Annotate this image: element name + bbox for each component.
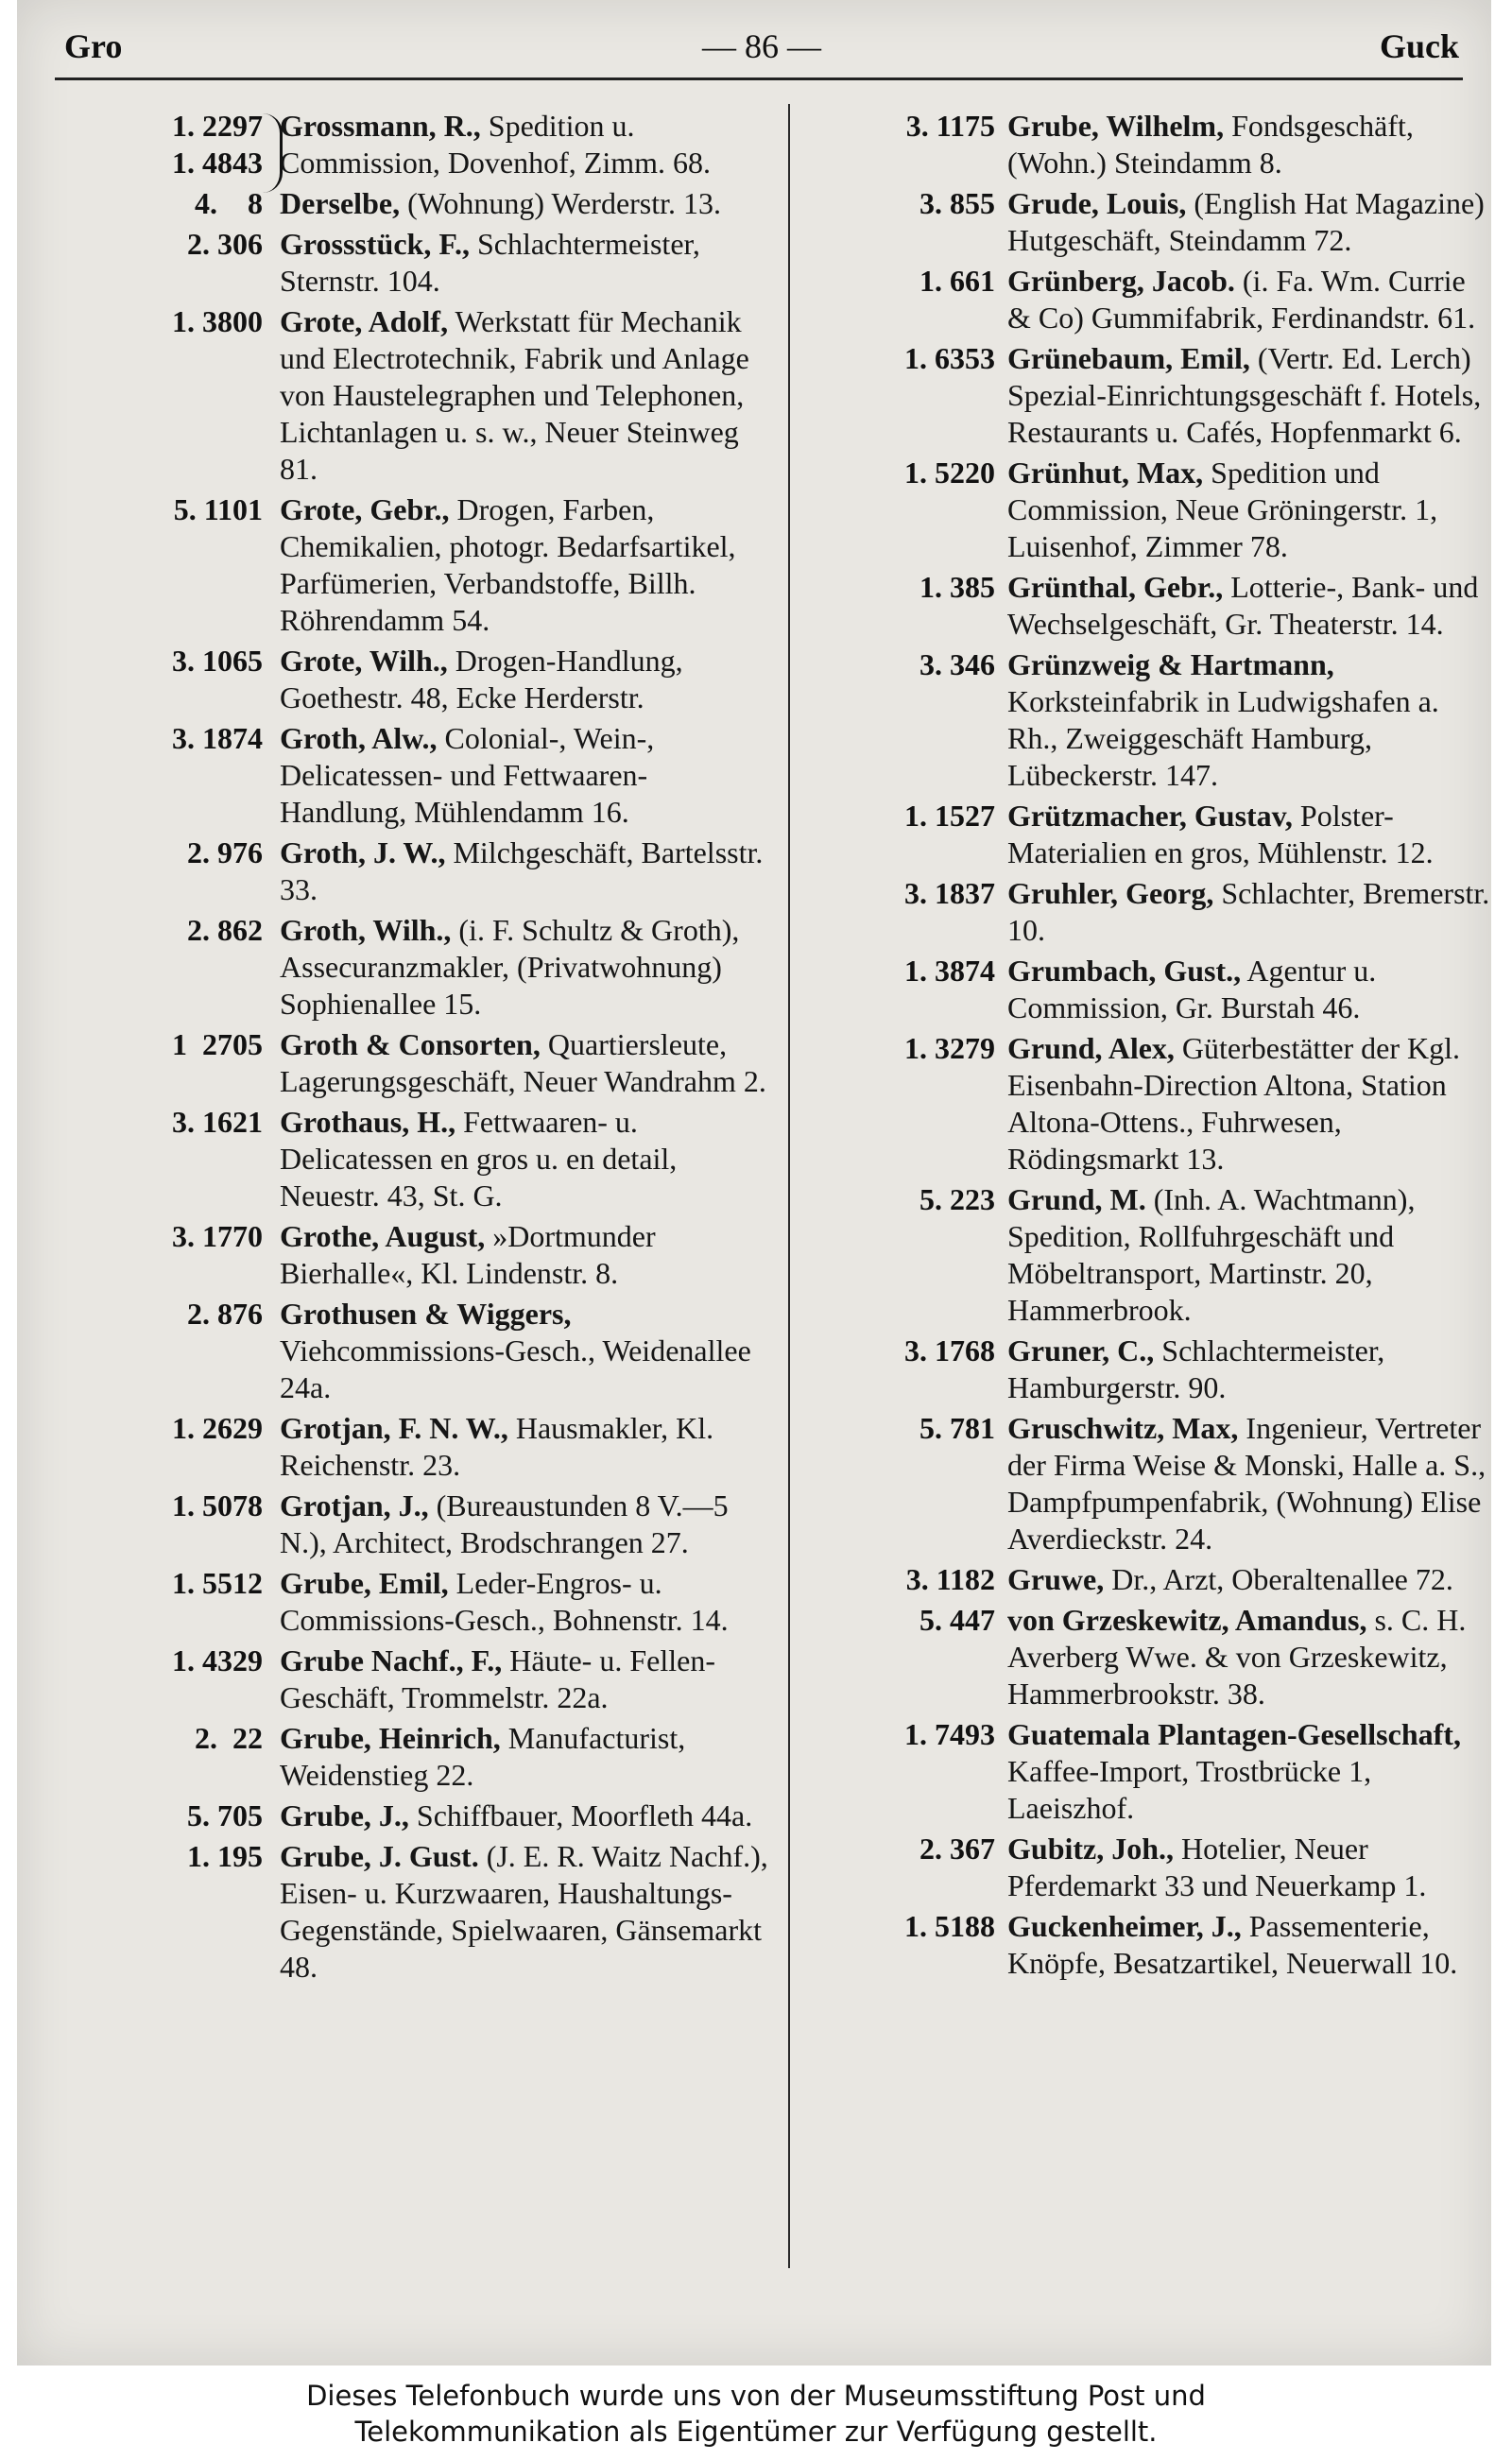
entry-description: Güterbestätter der Kgl. Eisenbahn-Direction Altona, Station Altona-Ottens., Fuhrwesen, Rödingsmarkt 13.	[1007, 1031, 1461, 1176]
phone-number: 1. 5220	[904, 456, 995, 490]
directory-entry	[820, 1410, 1491, 1557]
phone-number: 1. 5078	[172, 1488, 263, 1522]
phone-number: 1. 2629	[172, 1411, 263, 1445]
directory-entry	[820, 798, 1491, 871]
entry-description: Milchgeschäft, Bartelsstr. 33.	[280, 835, 764, 906]
phone-number: 2. 862	[187, 913, 263, 947]
phone-number: 3. 1768	[904, 1333, 995, 1368]
phone-number: 1. 3874	[904, 954, 995, 988]
entry-text	[280, 643, 773, 716]
entry-description: Spedition und Commission, Neue Gröningerstr. 1, Luisenhof, Zimmer 78.	[1007, 456, 1438, 563]
phone-number: 1. 3279	[904, 1031, 995, 1065]
entry-text	[280, 834, 773, 908]
entry-text	[280, 720, 773, 831]
phone-number: 5. 705	[187, 1798, 263, 1832]
entry-text	[1007, 569, 1491, 643]
directory-entry	[820, 1333, 1491, 1406]
directory-entry	[820, 875, 1491, 949]
entry-name: Grube, Heinrich,	[280, 1721, 501, 1755]
entry-name: Grotjan, F. N. W.,	[280, 1411, 508, 1445]
phone-number: 1. 195	[187, 1839, 263, 1873]
directory-entry	[74, 912, 773, 1023]
entry-description: Leder-Engros- u. Commissions-Gesch., Bohnenstr. 14.	[280, 1566, 729, 1637]
directory-entry	[820, 1716, 1491, 1827]
directory-entry	[74, 1218, 773, 1292]
phone-number: 5. 447	[919, 1603, 995, 1637]
page-number: — 86 —	[702, 27, 821, 65]
entry-description: Viehcommissions-Gesch., Weidenallee 24a.	[280, 1333, 751, 1404]
entry-text	[280, 108, 773, 181]
entry-text	[280, 1565, 773, 1639]
phone-number: 5. 223	[919, 1182, 995, 1216]
left-column	[74, 108, 773, 1989]
phone-number: 2. 306	[187, 227, 263, 261]
phone-number: 1. 6353	[904, 341, 995, 375]
header-left-keyword: Gro	[64, 27, 123, 65]
entry-text	[1007, 1181, 1491, 1329]
entry-name: Grote, Adolf,	[280, 304, 449, 338]
directory-entry	[74, 1104, 773, 1214]
directory-entry	[820, 1602, 1491, 1712]
directory-entry	[74, 1643, 773, 1716]
footer-line-1: Dieses Telefonbuch wurde uns von der Museumsstiftung Post und	[306, 2380, 1206, 2412]
entry-text	[1007, 455, 1491, 565]
entry-description: (i. F. Schultz & Groth), Assecuranzmakler, (Privatwohnung) Sophienallee 15.	[280, 913, 740, 1021]
entry-name: Grund, M.	[1007, 1182, 1146, 1216]
entry-description: (J. E. R. Waitz Nachf.), Eisen- u. Kurzwaaren, Haushaltungs-Gegenstände, Spielwaaren, Gänsemarkt 48.	[280, 1839, 768, 1984]
entry-description: Häute- u. Fellen-Geschäft, Trommelstr. 22a.	[280, 1643, 715, 1714]
directory-entry	[74, 1296, 773, 1406]
footer-line-2: Telekommunikation als Eigentümer zur Verfügung gestellt.	[354, 2416, 1158, 2448]
entry-text	[280, 1104, 773, 1214]
right-column	[820, 108, 1491, 1986]
phone-number: 1. 3800	[172, 304, 263, 338]
entry-text	[1007, 340, 1491, 451]
directory-entry	[74, 185, 773, 222]
entry-name: Groth, Alw.,	[280, 721, 438, 755]
directory-page	[17, 0, 1491, 2365]
phone-number: 5. 781	[919, 1411, 995, 1445]
directory-entry	[820, 1831, 1491, 1904]
directory-entry	[820, 1561, 1491, 1598]
entry-text	[1007, 1561, 1491, 1598]
phone-number: 3. 1065	[172, 644, 263, 678]
phone-number: 3. 1182	[905, 1562, 995, 1596]
entry-name: Grünebaum, Emil,	[1007, 341, 1250, 375]
entry-name: Grünhut, Max,	[1007, 456, 1204, 490]
entry-name: Gruschwitz, Max,	[1007, 1411, 1239, 1445]
entry-description: Hausmakler, Kl. Reichenstr. 23.	[280, 1411, 714, 1482]
directory-entry	[74, 1488, 773, 1561]
directory-entry	[820, 340, 1491, 451]
phone-number: 3. 346	[919, 647, 995, 681]
entry-text	[280, 1488, 773, 1561]
entry-name: Grünberg, Jacob.	[1007, 264, 1235, 298]
directory-entry	[820, 953, 1491, 1026]
entry-description: Schlachtermeister, Hamburgerstr. 90.	[1007, 1333, 1385, 1404]
entry-description: »Dortmunder Bierhalle«, Kl. Lindenstr. 8.	[280, 1219, 656, 1290]
entry-description: Kaffee-Import, Trostbrücke 1, Laeiszhof.	[1007, 1754, 1372, 1825]
entry-text	[1007, 1908, 1491, 1982]
entry-name: Grund, Alex,	[1007, 1031, 1175, 1065]
entry-text	[280, 303, 773, 488]
entry-description: Agentur u. Commission, Gr. Burstah 46.	[1007, 954, 1377, 1024]
entry-description: (Vertr. Ed. Lerch) Spezial-Einrichtungsgeschäft f. Hotels, Restaurants u. Cafés, Hopfenmarkt 6.	[1007, 341, 1482, 449]
entry-text	[280, 912, 773, 1023]
entry-name: Gubitz, Joh.,	[1007, 1832, 1175, 1866]
page-header	[55, 21, 1469, 77]
entry-description: Schiffbauer, Moorfleth 44a.	[408, 1798, 753, 1832]
entry-description: Spedition u. Commission, Dovenhof, Zimm. 68.	[280, 109, 711, 180]
entry-name: Gruhler, Georg,	[1007, 876, 1214, 910]
directory-entry	[74, 643, 773, 716]
phone-number: 3. 855	[919, 186, 995, 220]
entry-description: Passementerie, Knöpfe, Besatzartikel, Neuerwall 10.	[1007, 1909, 1458, 1980]
page-footer	[0, 2378, 1512, 2450]
phone-number: 1. 385	[919, 570, 995, 604]
phone-number: 1. 7493	[904, 1717, 995, 1751]
directory-entry	[820, 185, 1491, 259]
entry-name: Grube, J. Gust.	[280, 1839, 479, 1873]
entry-text	[280, 1218, 773, 1292]
phone-number: 2. 976	[187, 835, 263, 869]
entry-description: (Inh. A. Wachtmann), Spedition, Rollfuhrgeschäft und Möbeltransport, Martinstr. 20, Hammerbrook.	[1007, 1182, 1416, 1327]
entry-text	[1007, 185, 1491, 259]
entry-name: von Grzeskewitz, Amandus,	[1007, 1603, 1367, 1637]
entry-text	[1007, 1831, 1491, 1904]
entry-text	[280, 1838, 773, 1986]
phone-number: 3. 1874	[172, 721, 263, 755]
directory-entry	[74, 1410, 773, 1484]
entry-name: Grude, Louis,	[1007, 186, 1187, 220]
entry-description: Lotterie-, Bank- und Wechselgeschäft, Gr. Theaterstr. 14.	[1007, 570, 1479, 641]
directory-entry	[74, 720, 773, 831]
entry-name: Grossstück, F.,	[280, 227, 470, 261]
entry-name: Gruner, C.,	[1007, 1333, 1155, 1368]
entry-name: Grothe, August,	[280, 1219, 486, 1253]
entry-description: s. C. H. Averberg Wwe. & von Grzeskewitz, Hammerbrookstr. 38.	[1007, 1603, 1467, 1711]
entry-name: Grumbach, Gust.,	[1007, 954, 1242, 988]
entry-name: Groth, Wilh.,	[280, 913, 452, 947]
entry-name: Gruwe,	[1007, 1562, 1105, 1596]
entry-text	[280, 1410, 773, 1484]
entry-description: Werkstatt für Mechanik und Electrotechnik, Fabrik und Anlage von Haustelegraphen und Telephonen, Lichtanlagen u. s. w., Neuer Steinweg 81.	[280, 304, 749, 486]
entry-text	[280, 1296, 773, 1406]
directory-entry	[74, 834, 773, 908]
entry-text	[1007, 1333, 1491, 1406]
directory-entry	[820, 1908, 1491, 1982]
phone-number: 1 2705	[172, 1027, 263, 1061]
entry-name: Guatemala Plantagen-Gesellschaft,	[1007, 1717, 1461, 1751]
entry-description: (English Hat Magazine) Hutgeschäft, Steindamm 72.	[1007, 186, 1485, 257]
entry-name: Grube, Wilhelm,	[1007, 109, 1225, 143]
entry-text	[280, 1720, 773, 1794]
entry-description: Schlachter, Bremerstr. 10.	[1007, 876, 1490, 947]
entry-name: Grünthal, Gebr.,	[1007, 570, 1224, 604]
phone-number: 4. 8	[195, 186, 263, 220]
entry-name: Grote, Wilh.,	[280, 644, 448, 678]
entry-text	[280, 1798, 773, 1834]
entry-text	[280, 1643, 773, 1716]
phone-number: 3. 1175	[905, 109, 995, 143]
entry-description: Schlachtermeister, Sternstr. 104.	[280, 227, 700, 298]
phone-number: 1. 1527	[904, 799, 995, 833]
entry-text	[280, 185, 773, 222]
entry-text	[1007, 875, 1491, 949]
directory-entry	[820, 1030, 1491, 1178]
entry-name: Derselbe,	[280, 186, 401, 220]
entry-text	[1007, 953, 1491, 1026]
phone-number: 1. 5188	[904, 1909, 995, 1943]
entry-text	[1007, 1602, 1491, 1712]
entry-name: Groth, J. W.,	[280, 835, 446, 869]
directory-entry	[820, 1181, 1491, 1329]
phone-number: 3. 1770	[172, 1219, 263, 1253]
directory-entry	[74, 1838, 773, 1986]
entry-name: Grotjan, J.,	[280, 1488, 429, 1522]
entry-text	[1007, 1716, 1491, 1827]
entry-description: Ingenieur, Vertreter der Firma Weise & Monski, Halle a. S., Dampfpumpenfabrik, (Wohnung) Elise Averdieckstr. 24.	[1007, 1411, 1486, 1556]
directory-entry	[74, 1720, 773, 1794]
entry-text	[280, 491, 773, 639]
entry-text	[1007, 646, 1491, 794]
entry-text	[1007, 108, 1491, 181]
entry-name: Grossmann, R.,	[280, 109, 481, 143]
directory-entry	[820, 455, 1491, 565]
entry-text	[1007, 798, 1491, 871]
entry-description: Korksteinfabrik in Ludwigshafen a. Rh., Zweiggeschäft Hamburg, Lübeckerstr. 147.	[1007, 684, 1439, 792]
entry-name: Grube, Emil,	[280, 1566, 449, 1600]
entry-description: (i. Fa. Wm. Currie & Co) Gummifabrik, Ferdinandstr. 61.	[1007, 264, 1476, 335]
phone-number: 2. 22	[195, 1721, 263, 1755]
phone-number: 1. 4329	[172, 1643, 263, 1677]
entry-name: Grothaus, H.,	[280, 1105, 456, 1139]
entry-name: Groth & Consorten,	[280, 1027, 541, 1061]
column-divider	[788, 104, 790, 2268]
entry-text	[1007, 1030, 1491, 1178]
entry-description: Polster-Materialien en gros, Mühlenstr. 12.	[1007, 799, 1434, 869]
entry-description: Fondsgeschäft, (Wohn.) Steindamm 8.	[1007, 109, 1414, 180]
entry-name: Grothusen & Wiggers,	[280, 1297, 572, 1331]
directory-entry	[74, 1565, 773, 1639]
entry-name: Grube, J.,	[280, 1798, 409, 1832]
entry-description: Hotelier, Neuer Pferdemarkt 33 und Neuerkamp 1.	[1007, 1832, 1427, 1902]
directory-entry	[74, 226, 773, 300]
directory-entry	[74, 303, 773, 488]
entry-description: Manufacturist, Weidenstieg 22.	[280, 1721, 686, 1792]
directory-entry	[74, 491, 773, 639]
entry-text	[1007, 1410, 1491, 1557]
phone-number: 1. 2297 1. 4843	[172, 109, 263, 180]
entry-description: Colonial-, Wein-, Delicatessen- und Fettwaaren-Handlung, Mühlendamm 16.	[280, 721, 655, 829]
entry-text	[280, 1026, 773, 1100]
phone-number: 1. 661	[919, 264, 995, 298]
phone-number: 3. 1621	[172, 1105, 263, 1139]
header-right-keyword: Guck	[1379, 27, 1459, 65]
entry-name: Grünzweig & Hartmann,	[1007, 647, 1334, 681]
directory-entry	[820, 569, 1491, 643]
entry-description: Dr., Arzt, Oberaltenallee 72.	[1104, 1562, 1453, 1596]
entry-description: (Bureaustunden 8 V.—5 N.), Architect, Brodschrangen 27.	[280, 1488, 729, 1559]
entry-description: Quartiersleute, Lagerungsgeschäft, Neuer Wandrahm 2.	[280, 1027, 766, 1098]
directory-entry	[74, 108, 773, 181]
directory-entry	[820, 108, 1491, 181]
entry-description: Drogen, Farben, Chemikalien, photogr. Bedarfsartikel, Parfümerien, Verbandstoffe, Billh. Röhrendamm 54.	[280, 492, 736, 637]
phone-number: 3. 1837	[904, 876, 995, 910]
header-rule	[55, 77, 1463, 80]
entry-description: Fettwaaren- u. Delicatessen en gros u. en detail, Neuestr. 43, St. G.	[280, 1105, 678, 1213]
directory-entry	[820, 263, 1491, 336]
entry-name: Grützmacher, Gustav,	[1007, 799, 1293, 833]
entry-text	[280, 226, 773, 300]
entry-name: Grote, Gebr.,	[280, 492, 450, 526]
phone-number: 5. 1101	[173, 492, 263, 526]
phone-number: 1. 5512	[172, 1566, 263, 1600]
entry-description: Drogen-Handlung, Goethestr. 48, Ecke Herderstr.	[280, 644, 683, 714]
directory-entry	[74, 1798, 773, 1834]
directory-entry	[820, 646, 1491, 794]
brace-mark	[263, 113, 283, 193]
entry-name: Grube Nachf., F.,	[280, 1643, 503, 1677]
entry-text	[1007, 263, 1491, 336]
phone-number: 2. 876	[187, 1297, 263, 1331]
phone-number: 2. 367	[919, 1832, 995, 1866]
entry-description: (Wohnung) Werderstr. 13.	[400, 186, 722, 220]
directory-entry	[74, 1026, 773, 1100]
entry-name: Guckenheimer, J.,	[1007, 1909, 1242, 1943]
